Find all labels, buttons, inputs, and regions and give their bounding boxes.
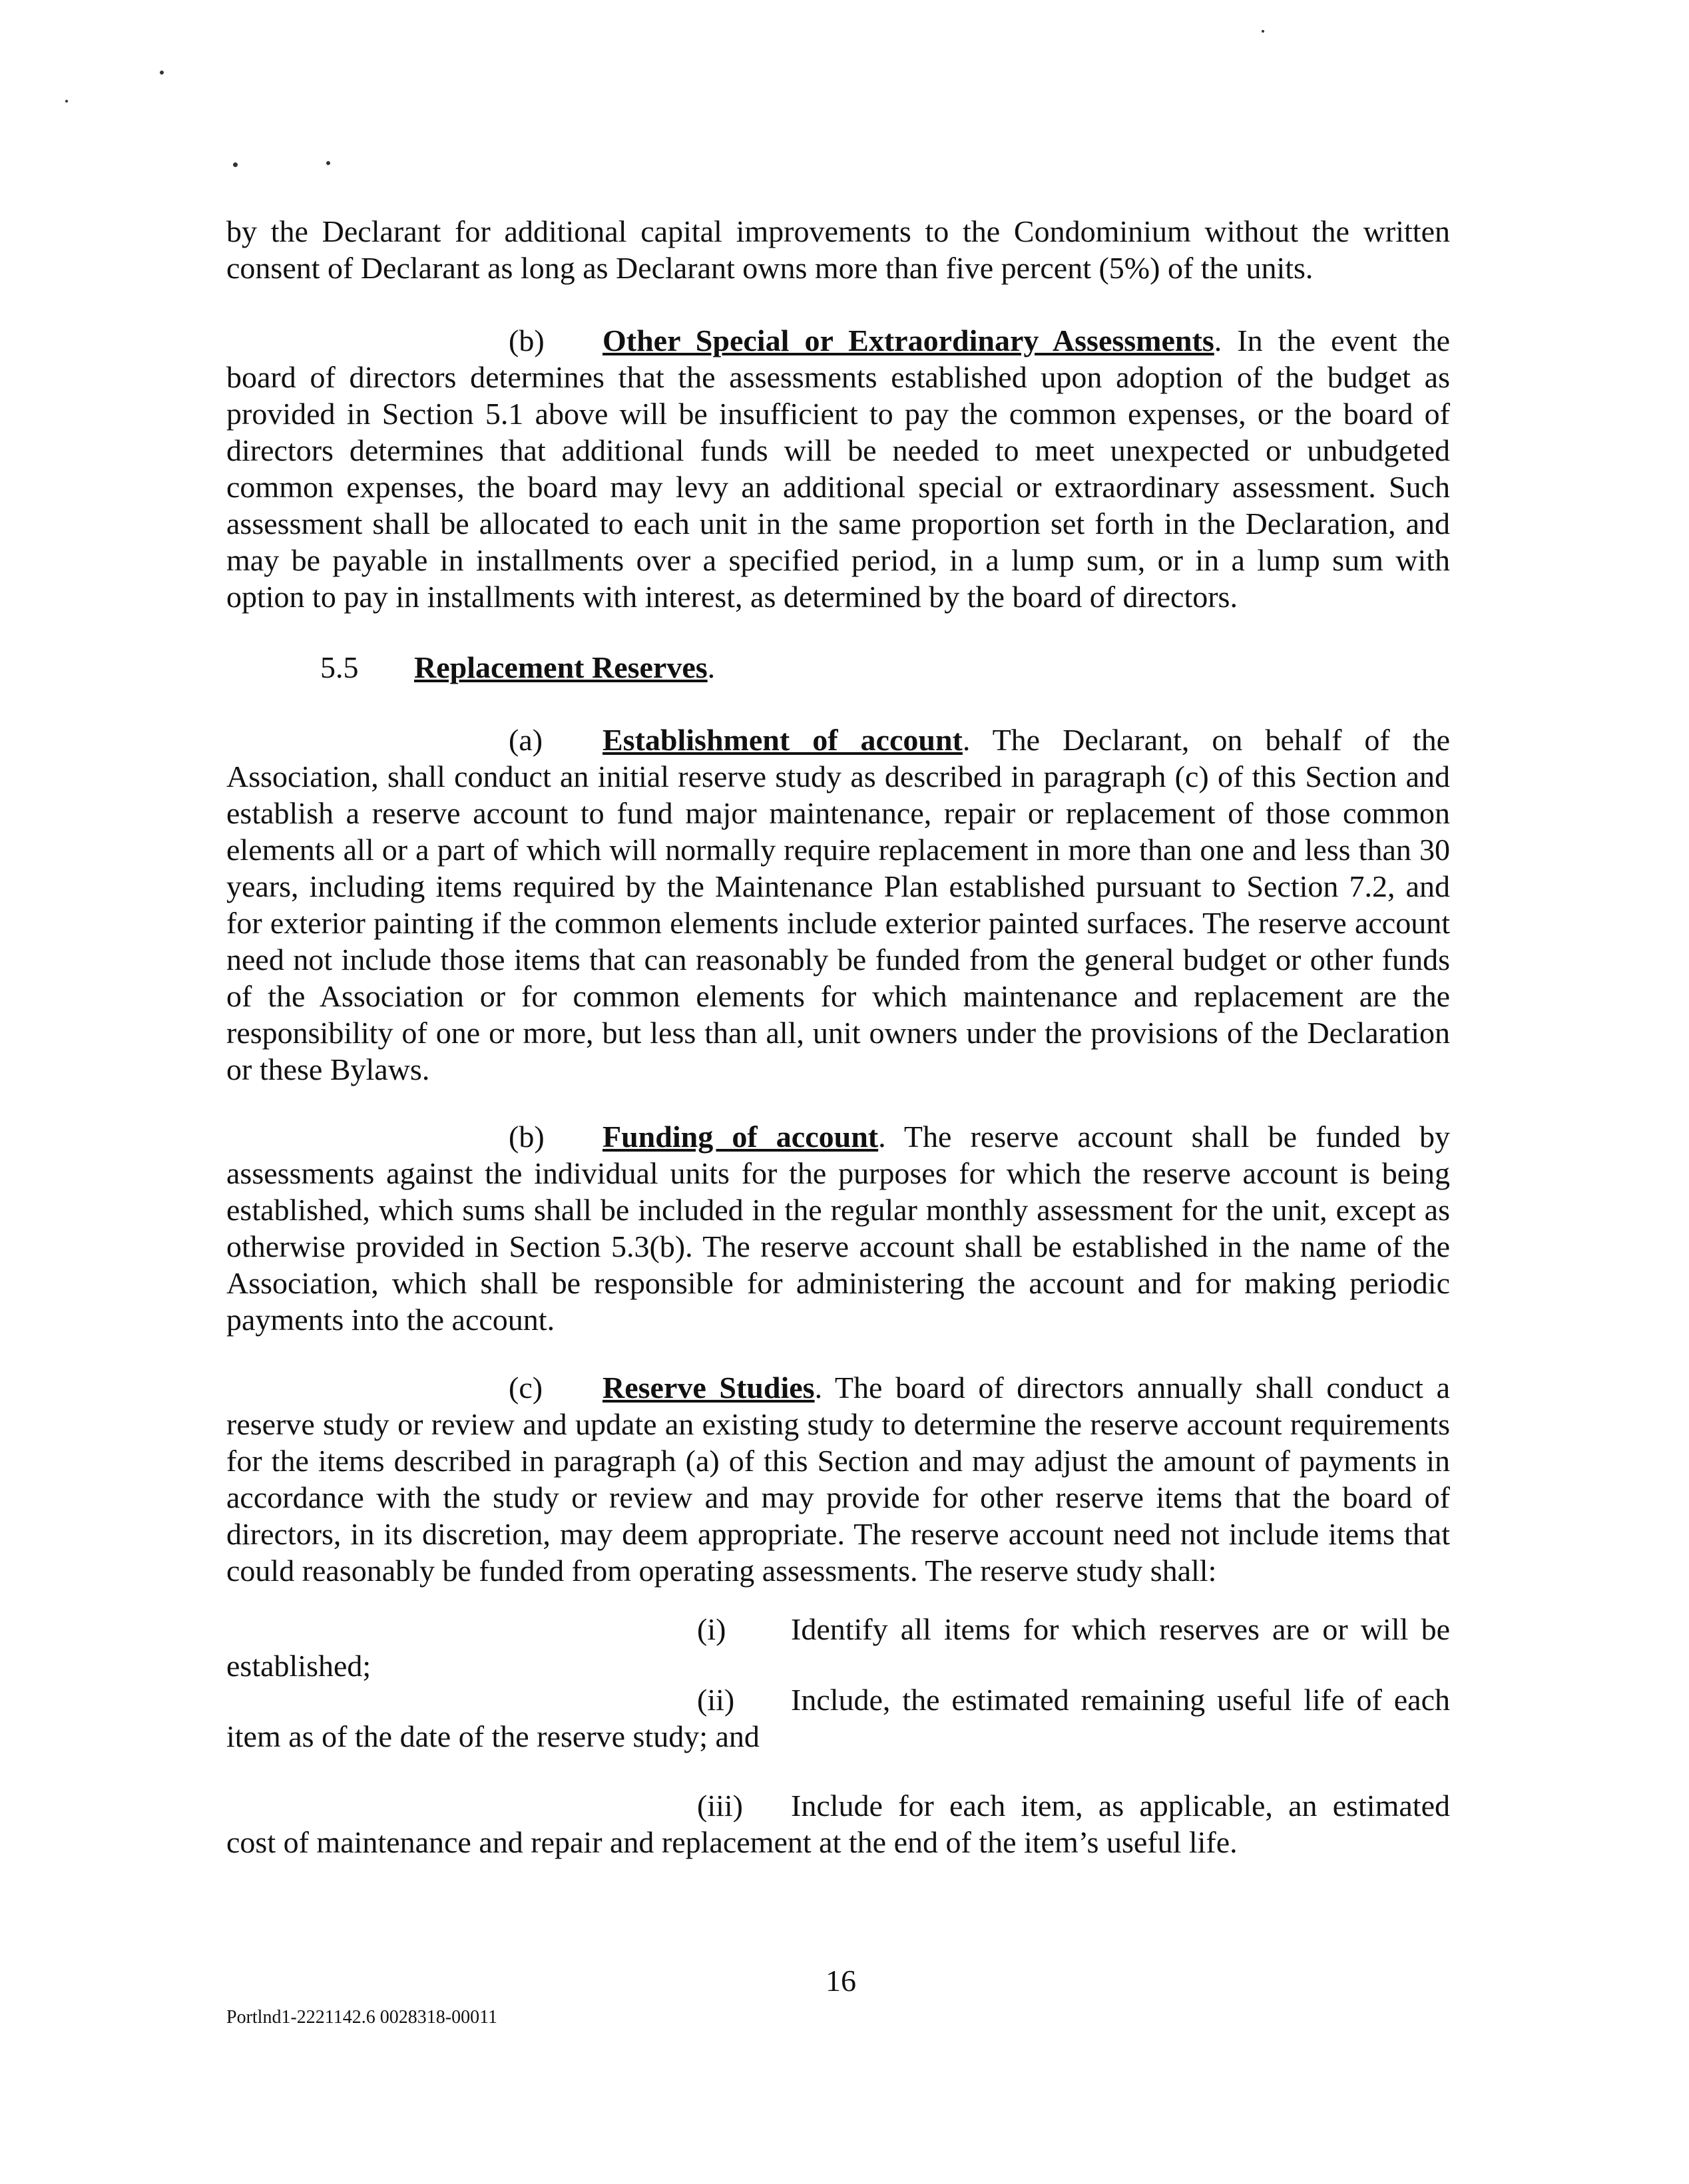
list-item-label: (iii): [697, 1789, 743, 1823]
section-title: Replacement Reserves: [414, 650, 708, 684]
subsection-heading: Reserve Studies: [603, 1371, 815, 1405]
scan-speck: [326, 161, 330, 165]
subsection-heading: Other Special or Extraordinary Assessments: [603, 324, 1214, 357]
subsection-heading: Funding of account: [603, 1120, 879, 1154]
document-footer-id: Portlnd1-2221142.6 0028318-00011: [226, 2007, 498, 2028]
list-item-label: (ii): [697, 1683, 735, 1717]
paragraph-funding-of-account: [226, 1118, 1450, 1338]
subsection-heading: Establishment of account: [603, 723, 963, 757]
subsection-text: . The reserve account shall be funded by assessments against the individual units for the purposes for which the reserve account is being established, which sums shall be included in the regular monthly assessment for the unit, except as otherwise provided in Section 5.3(b). The reserve account shall be established in the name of the Association, which shall be responsible for administering the account and for making periodic payments into the account.: [226, 1120, 1450, 1337]
continuation-text: by the Declarant for additional capital improvements to the Condominium without the written consent of Declarant as long as Declarant owns more than five percent (5%) of the units.: [226, 214, 1450, 285]
list-item: [226, 1787, 1450, 1860]
paragraph-other-special-assessments: [226, 322, 1450, 615]
paragraph-establishment-of-account: [226, 722, 1450, 1088]
page-number: 16: [826, 1964, 856, 1998]
section-title-punct: .: [707, 650, 716, 684]
section-number: 5.5: [320, 650, 359, 684]
section-heading: [320, 649, 715, 686]
subsection-text: . The board of directors annually shall conduct a reserve study or review and update an existing study to determine the reserve account requirements for the items described in paragraph (a) of this Section and may adjust the amount of payments in accordance with the study or review and may provide for other reserve items that the board of directors, in its discretion, may deem appropriate. The reserve account need not include items that could reasonably be funded from operating assessments. The reserve study shall:: [226, 1371, 1450, 1588]
list-item: [226, 1681, 1450, 1755]
subsection-label: (c): [509, 1371, 543, 1405]
scan-speck: [160, 71, 164, 75]
subsection-text: . The Declarant, on behalf of the Association, shall conduct an initial reserve study as described in paragraph (c) of this Section and establish a reserve account to fund major maintenance, repair or replacement of those common elements all or a part of which will normally require replacement in more than one and less than 30 years, including items required by the Maintenance Plan established pursuant to Section 7.2, and for exterior painting if the common elements include exterior painted surfaces. The reserve account need not include those items that can reasonably be funded from the general budget or other funds of the Association or for common elements for which maintenance and replacement are the responsibility of one or more, but less than all, unit owners under the provisions of the Declaration or these Bylaws.: [226, 723, 1450, 1086]
scan-speck: [65, 100, 68, 103]
subsection-label: (a): [509, 723, 543, 757]
scan-speck: [1262, 30, 1264, 33]
paragraph-continuation: [226, 213, 1450, 286]
paragraph-reserve-studies: [226, 1369, 1450, 1589]
subsection-label: (b): [509, 1120, 545, 1154]
subsection-label: (b): [509, 324, 545, 357]
list-item-label: (i): [697, 1612, 726, 1646]
list-item-text: Identify all items for which reserves are or will be established;: [226, 1612, 1450, 1683]
list-item-text: Include for each item, as applicable, an estimated cost of maintenance and repair and replacement at the end of the item’s useful life.: [226, 1789, 1450, 1859]
list-item: [226, 1611, 1450, 1684]
list-item-text: Include, the estimated remaining useful life of each item as of the date of the reserve study; and: [226, 1683, 1450, 1753]
scan-speck: [233, 162, 238, 167]
subsection-text: . In the event the board of directors determines that the assessments established upon adoption of the budget as provided in Section 5.1 above will be insufficient to pay the common expenses, or the board of directors determines that additional funds will be needed to meet unexpected or unbudgeted common expenses, the board may levy an additional special or extraordinary assessment. Such assessment shall be allocated to each unit in the same proportion set forth in the Declaration, and may be payable in installments over a specified period, in a lump sum, or in a lump sum with option to pay in installments with interest, as determined by the board of directors.: [226, 324, 1450, 614]
